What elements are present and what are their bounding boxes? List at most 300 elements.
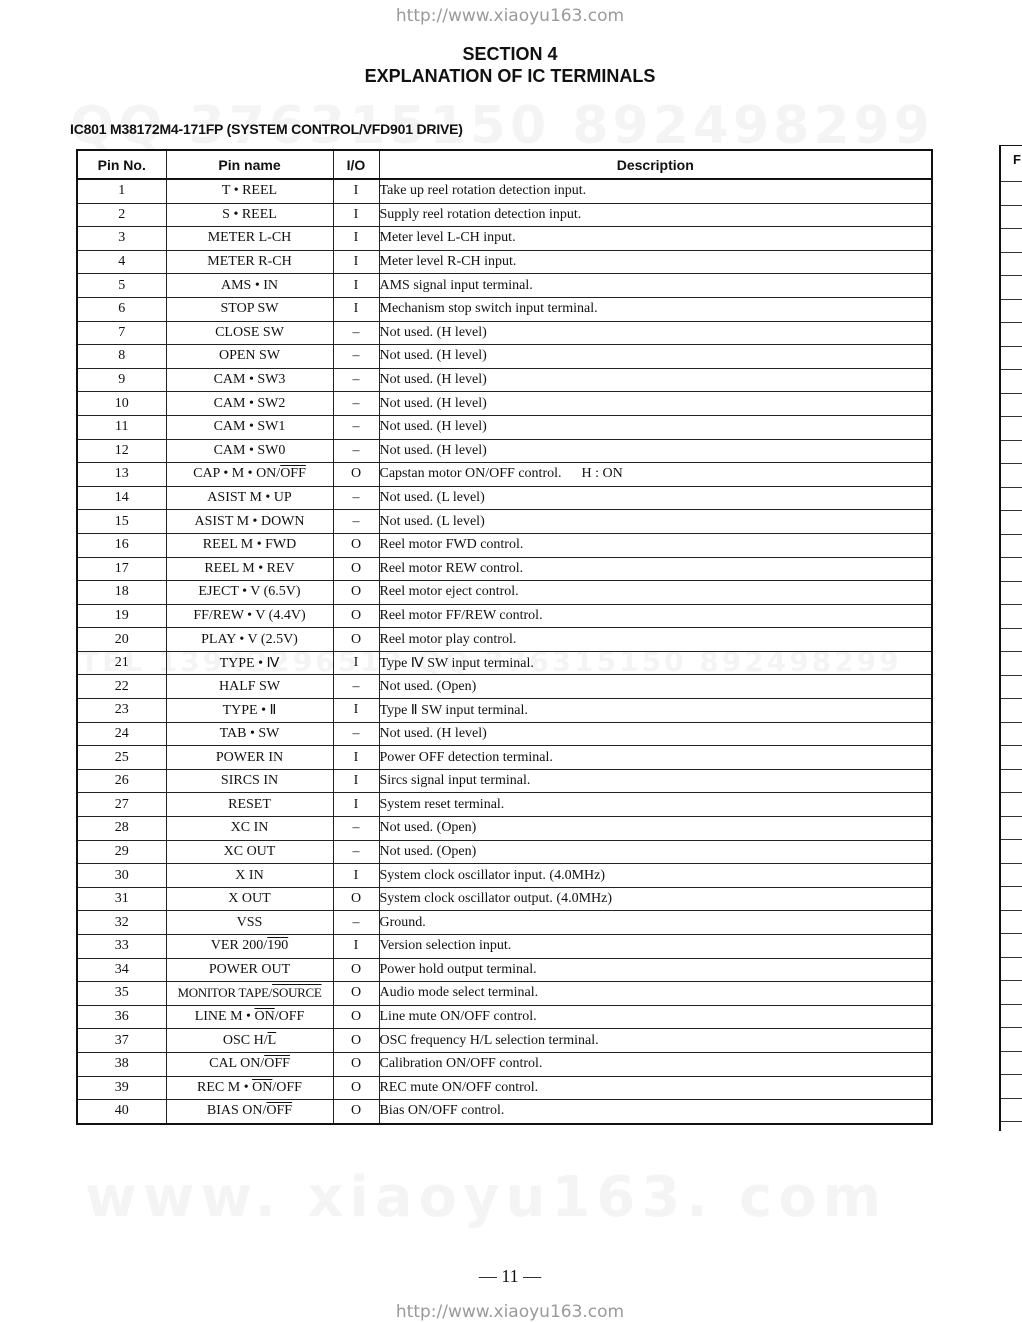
pin-number: 38: [77, 1052, 166, 1076]
pin-number: 15: [77, 510, 166, 534]
pin-io: I: [333, 227, 379, 251]
table-row: [77, 533, 932, 557]
pin-description: [379, 793, 932, 817]
pin-name-text: VSS: [236, 914, 263, 930]
pin-name: [166, 179, 333, 203]
pin-name-text: POWER OUT: [208, 961, 291, 977]
pin-io: I: [333, 179, 379, 203]
pin-name: [166, 368, 333, 392]
pin-number: 6: [77, 297, 166, 321]
pin-number: 35: [77, 982, 166, 1006]
pin-description: [379, 1100, 932, 1124]
pin-name-text: METER R-CH: [207, 254, 292, 270]
pin-io: I: [333, 274, 379, 298]
pin-description: [379, 274, 932, 298]
header-pin-no: Pin No.: [77, 150, 166, 179]
table-row: [77, 722, 932, 746]
pin-number: 31: [77, 887, 166, 911]
page-title: EXPLANATION OF IC TERMINALS: [364, 66, 656, 86]
pin-description: [379, 1029, 932, 1053]
table-row: [77, 864, 932, 888]
pin-description: [379, 486, 932, 510]
pin-description: [379, 628, 932, 652]
pin-name-text: CAM • SW0: [213, 442, 286, 458]
pin-name-text: FF/REW • V (4.4V): [193, 607, 306, 623]
pin-description: [379, 203, 932, 227]
pin-name-text: AMS • IN: [220, 277, 279, 293]
pin-name-text: VER 200/: [210, 938, 268, 954]
header-description: Description: [379, 150, 932, 179]
header-url[interactable]: http://www.xiaoyu163.com: [395, 6, 625, 26]
pin-name-text: CAM • SW1: [213, 419, 286, 435]
pin-description: [379, 463, 932, 487]
pin-number: 21: [77, 651, 166, 675]
pin-description-text: Meter level L-CH input.: [379, 230, 516, 246]
pin-description-text: Power OFF detection terminal.: [379, 749, 553, 765]
pin-description-text: REC mute ON/OFF control.: [379, 1079, 539, 1095]
watermark-bottom: [85, 1165, 887, 1230]
pin-io: I: [333, 769, 379, 793]
pin-number: 28: [77, 817, 166, 841]
table-row: [77, 463, 932, 487]
header-io: I/O: [333, 150, 379, 179]
table-row: [77, 203, 932, 227]
pin-name-text: RESET: [228, 796, 271, 812]
pin-name-text: XC IN: [230, 820, 269, 836]
pin-name-text: METER L-CH: [207, 230, 292, 246]
table-row: [77, 274, 932, 298]
pin-name-text: X OUT: [228, 891, 271, 907]
pin-name: [166, 628, 333, 652]
pin-io: –: [333, 368, 379, 392]
table-row: [77, 746, 932, 770]
table-row: [77, 1052, 932, 1076]
pin-io: –: [333, 911, 379, 935]
pin-description: [379, 911, 932, 935]
pin-name: [166, 203, 333, 227]
footer-url[interactable]: http://www.xiaoyu163.com: [395, 1302, 625, 1322]
pin-description-text: Calibration ON/OFF control.: [379, 1056, 543, 1072]
pin-number: 8: [77, 345, 166, 369]
table-row: [77, 769, 932, 793]
pin-description-text: Type Ⅱ SW input terminal.: [379, 702, 528, 718]
table-row: [77, 793, 932, 817]
pin-number: 18: [77, 581, 166, 605]
pin-name: [166, 345, 333, 369]
pin-io: I: [333, 250, 379, 274]
page-number: — 11 —: [478, 1266, 542, 1286]
pin-name-text: X IN: [235, 867, 264, 883]
pin-number: 24: [77, 722, 166, 746]
table-row: [77, 1005, 932, 1029]
pin-name: [166, 463, 333, 487]
pin-number: 11: [77, 415, 166, 439]
pin-name: [166, 297, 333, 321]
table-header-row: [77, 150, 932, 179]
pin-number: 17: [77, 557, 166, 581]
pin-number: 36: [77, 1005, 166, 1029]
pin-name-text: EJECT • V (6.5V): [198, 584, 301, 600]
pin-description: [379, 864, 932, 888]
pin-description-text: Not used. (Open): [379, 820, 477, 836]
pin-description: [379, 1005, 932, 1029]
pin-name-overline: $\overline{OFF}$: [266, 1103, 293, 1119]
table-row: [77, 557, 932, 581]
pin-name: [166, 746, 333, 770]
pin-description: [379, 345, 932, 369]
pin-name: [166, 486, 333, 510]
pin-number: 19: [77, 604, 166, 628]
pin-description: [379, 1052, 932, 1076]
table-row: [77, 911, 932, 935]
pin-number: 3: [77, 227, 166, 251]
pin-name-text: PLAY • V (2.5V): [201, 631, 298, 647]
pin-description-text: AMS signal input terminal.: [379, 277, 533, 293]
pin-description-text: Line mute ON/OFF control.: [379, 1009, 537, 1025]
table-row: [77, 651, 932, 675]
pin-name: [166, 415, 333, 439]
pin-description-text: Not used. (H level): [379, 348, 487, 364]
pin-name: [166, 1005, 333, 1029]
pin-name: [166, 533, 333, 557]
pin-description-text: Power hold output terminal.: [379, 961, 537, 977]
pin-description: [379, 581, 932, 605]
pin-number: 20: [77, 628, 166, 652]
pin-description-text: Supply reel rotation detection input.: [379, 206, 582, 222]
pin-description-text: Not used. (L level): [379, 490, 485, 506]
pin-description-text: Reel motor play control.: [379, 631, 517, 647]
pin-name: [166, 935, 333, 959]
pin-number: 25: [77, 746, 166, 770]
pin-io: –: [333, 345, 379, 369]
pin-description-text: OSC frequency H/L selection terminal.: [379, 1032, 599, 1048]
pin-description: [379, 604, 932, 628]
pin-description-text: Reel motor REW control.: [379, 560, 524, 576]
pin-name-text: CAL ON/: [209, 1056, 265, 1072]
pin-description: [379, 1076, 932, 1100]
table-row: [77, 840, 932, 864]
pin-number: 4: [77, 250, 166, 274]
pin-name-text: ASIST M • DOWN: [194, 513, 305, 529]
pin-name-suffix: /OFF: [272, 1079, 302, 1095]
pin-description: [379, 958, 932, 982]
pin-name: [166, 581, 333, 605]
pin-description: [379, 415, 932, 439]
pin-name: [166, 321, 333, 345]
pin-name-text: HALF SW: [218, 678, 281, 694]
pin-number: 34: [77, 958, 166, 982]
pin-name: [166, 769, 333, 793]
pin-number: 39: [77, 1076, 166, 1100]
pin-name: [166, 675, 333, 699]
pin-name-text: REC M •: [197, 1079, 253, 1095]
pin-io: –: [333, 439, 379, 463]
header-pin-name: Pin name: [166, 150, 333, 179]
pin-name-text: BIAS ON/: [206, 1103, 267, 1119]
pin-description-text: Capstan motor ON/OFF control.: [379, 466, 562, 482]
pin-name-text: CAM • SW2: [213, 395, 286, 411]
pin-description: [379, 769, 932, 793]
pin-io: I: [333, 935, 379, 959]
pin-name: [166, 439, 333, 463]
pin-number: 40: [77, 1100, 166, 1124]
pin-io: O: [333, 628, 379, 652]
table-row: [77, 368, 932, 392]
pin-description-note: H : ON: [581, 466, 623, 482]
pin-description-text: Not used. (Open): [379, 678, 477, 694]
pin-name-text: STOP SW: [220, 301, 279, 317]
pin-io: –: [333, 675, 379, 699]
pin-name: [166, 840, 333, 864]
table-row: [77, 510, 932, 534]
table-row: [77, 1100, 932, 1124]
pin-number: 7: [77, 321, 166, 345]
pin-name: [166, 1076, 333, 1100]
table-row: [77, 179, 932, 203]
pin-number: 29: [77, 840, 166, 864]
pin-description-text: Mechanism stop switch input terminal.: [379, 301, 598, 317]
pin-name: [166, 817, 333, 841]
table-row: [77, 415, 932, 439]
pin-name: [166, 651, 333, 675]
pin-name: [166, 958, 333, 982]
pin-name-overline: $\overline{ON}$: [252, 1079, 273, 1095]
pin-description: [379, 675, 932, 699]
table-row: [77, 958, 932, 982]
table-row: [77, 1076, 932, 1100]
pin-io: O: [333, 557, 379, 581]
pin-io: I: [333, 297, 379, 321]
pin-description-text: Bias ON/OFF control.: [379, 1103, 505, 1119]
pin-name: [166, 392, 333, 416]
pin-name: [166, 274, 333, 298]
pin-io: O: [333, 604, 379, 628]
pin-number: 9: [77, 368, 166, 392]
pin-description-text: Not used. (L level): [379, 513, 485, 529]
pin-name-suffix: /OFF: [274, 1009, 305, 1025]
table-row: [77, 486, 932, 510]
pin-description-text: Type Ⅳ SW input terminal.: [379, 655, 534, 671]
pin-description-text: Not used. (H level): [379, 324, 487, 340]
pin-description-text: System clock oscillator output. (4.0MHz): [379, 891, 613, 907]
table-row: [77, 345, 932, 369]
pin-description: [379, 533, 932, 557]
pin-description-text: Version selection input.: [379, 938, 512, 954]
table-row: [77, 581, 932, 605]
pin-description: [379, 935, 932, 959]
pin-io: O: [333, 958, 379, 982]
pin-io: –: [333, 840, 379, 864]
pin-name-overline: $\overline{OFF}$: [280, 466, 306, 482]
pin-name-text: TYPE • Ⅱ: [222, 702, 277, 718]
pin-io: –: [333, 392, 379, 416]
pin-io: O: [333, 581, 379, 605]
pin-description: [379, 887, 932, 911]
pin-number: 37: [77, 1029, 166, 1053]
pin-name: [166, 864, 333, 888]
pin-description: [379, 840, 932, 864]
pin-description-text: Reel motor FF/REW control.: [379, 607, 543, 623]
pin-description-text: Reel motor eject control.: [379, 584, 519, 600]
pin-name-text: CAP • M • ON/: [193, 466, 281, 482]
pin-description-text: Not used. (H level): [379, 442, 487, 458]
pin-name-text: ASIST M • UP: [207, 490, 292, 506]
pin-name: [166, 250, 333, 274]
pin-name: [166, 699, 333, 723]
pin-name-text: CAM • SW3: [213, 372, 286, 388]
pin-io: O: [333, 463, 379, 487]
ic-title: IC801 M38172M4-171FP (SYSTEM CONTROL/VFD901 DRIVE): [70, 121, 463, 137]
pin-number: 16: [77, 533, 166, 557]
pin-description: [379, 297, 932, 321]
pin-number: 13: [77, 463, 166, 487]
pin-name-text: SIRCS IN: [220, 773, 279, 789]
pin-name-text: LINE M •: [194, 1009, 255, 1025]
pin-name: [166, 604, 333, 628]
pin-name-text: TAB • SW: [219, 725, 280, 741]
table-row: [77, 321, 932, 345]
pin-io: I: [333, 699, 379, 723]
pin-description: [379, 510, 932, 534]
table-row: [77, 297, 932, 321]
pin-number: 1: [77, 179, 166, 203]
pin-name: [166, 793, 333, 817]
pin-description: [379, 982, 932, 1006]
pin-name-overline: $\overline{OFF}$: [264, 1056, 290, 1072]
pin-number: 12: [77, 439, 166, 463]
pin-description-text: Ground.: [379, 914, 426, 930]
pin-io: I: [333, 864, 379, 888]
table-row: [77, 628, 932, 652]
pin-number: 26: [77, 769, 166, 793]
pin-io: O: [333, 887, 379, 911]
pin-description-text: Audio mode select terminal.: [379, 985, 539, 1001]
pin-number: 14: [77, 486, 166, 510]
pin-number: 23: [77, 699, 166, 723]
adjacent-page-edge: [999, 145, 1022, 1131]
pin-description-text: System reset terminal.: [379, 796, 505, 812]
table-row: [77, 604, 932, 628]
pin-io: I: [333, 746, 379, 770]
table-row: [77, 439, 932, 463]
table-row: [77, 1029, 932, 1053]
pin-name-text: TYPE • Ⅳ: [219, 655, 280, 671]
pin-description-text: Not used. (Open): [379, 843, 477, 859]
table-row: [77, 392, 932, 416]
pin-io: O: [333, 1029, 379, 1053]
pin-number: 5: [77, 274, 166, 298]
pin-io: –: [333, 722, 379, 746]
pin-io: O: [333, 982, 379, 1006]
table-row: [77, 982, 932, 1006]
pin-io: –: [333, 415, 379, 439]
pin-number: 10: [77, 392, 166, 416]
table-row: [77, 935, 932, 959]
pin-description: [379, 368, 932, 392]
pin-table-body: [77, 179, 932, 1124]
pin-name-text: OPEN SW: [218, 348, 281, 364]
pin-description: [379, 439, 932, 463]
pin-number: 32: [77, 911, 166, 935]
pin-description: [379, 321, 932, 345]
pin-name-text: T • REEL: [221, 183, 278, 199]
pin-description: [379, 651, 932, 675]
pin-io: I: [333, 651, 379, 675]
pin-table: [76, 149, 933, 1125]
pin-name-text: POWER IN: [215, 749, 284, 765]
table-row: [77, 250, 932, 274]
pin-io: O: [333, 1005, 379, 1029]
table-row: [77, 227, 932, 251]
pin-name: [166, 227, 333, 251]
pin-io: –: [333, 321, 379, 345]
pin-description: [379, 250, 932, 274]
pin-number: 2: [77, 203, 166, 227]
pin-name: [166, 1052, 333, 1076]
pin-name: [166, 1029, 333, 1053]
pin-description-text: Not used. (H level): [379, 725, 487, 741]
pin-name: [166, 557, 333, 581]
pin-io: –: [333, 817, 379, 841]
pin-name-text: MONITOR TAPE/: [177, 985, 273, 1001]
pin-description: [379, 179, 932, 203]
pin-description-text: System clock oscillator input. (4.0MHz): [379, 867, 606, 883]
pin-name: [166, 510, 333, 534]
pin-description: [379, 817, 932, 841]
pin-name-overline: $\overline{ON}$: [254, 1009, 275, 1025]
pin-io: O: [333, 1100, 379, 1124]
pin-io: O: [333, 533, 379, 557]
pin-io: O: [333, 1076, 379, 1100]
pin-description: [379, 699, 932, 723]
pin-name: [166, 887, 333, 911]
pin-io: I: [333, 203, 379, 227]
pin-io: I: [333, 793, 379, 817]
pin-description-text: Sircs signal input terminal.: [379, 773, 531, 789]
pin-description: [379, 746, 932, 770]
pin-name-overline: $\overline{L}$: [267, 1032, 277, 1048]
pin-name: [166, 982, 333, 1006]
pin-name-text: REEL M • REV: [204, 560, 295, 576]
pin-io: –: [333, 510, 379, 534]
pin-name-text: S • REEL: [222, 206, 277, 222]
table-row: [77, 817, 932, 841]
table-row: [77, 675, 932, 699]
pin-number: 27: [77, 793, 166, 817]
table-row: [77, 887, 932, 911]
adjacent-page-letter: F: [1013, 152, 1021, 167]
pin-name-overline: SOURCE: [272, 985, 322, 1001]
pin-io: O: [333, 1052, 379, 1076]
table-row: [77, 699, 932, 723]
pin-description: [379, 227, 932, 251]
pin-name: [166, 722, 333, 746]
pin-number: 22: [77, 675, 166, 699]
pin-name-text: XC OUT: [223, 843, 276, 859]
pin-name-text: OSC H/: [222, 1032, 268, 1048]
pin-number: 30: [77, 864, 166, 888]
pin-name-text: REEL M • FWD: [202, 537, 297, 553]
pin-description-text: Not used. (H level): [379, 372, 487, 388]
pin-number: 33: [77, 935, 166, 959]
pin-description-text: Take up reel rotation detection input.: [379, 183, 587, 199]
pin-description: [379, 392, 932, 416]
pin-name: [166, 1100, 333, 1124]
pin-description-text: Not used. (H level): [379, 395, 487, 411]
pin-description-text: Meter level R-CH input.: [379, 254, 517, 270]
pin-name-text: CLOSE SW: [215, 324, 284, 340]
section-title: SECTION 4: [462, 44, 558, 64]
